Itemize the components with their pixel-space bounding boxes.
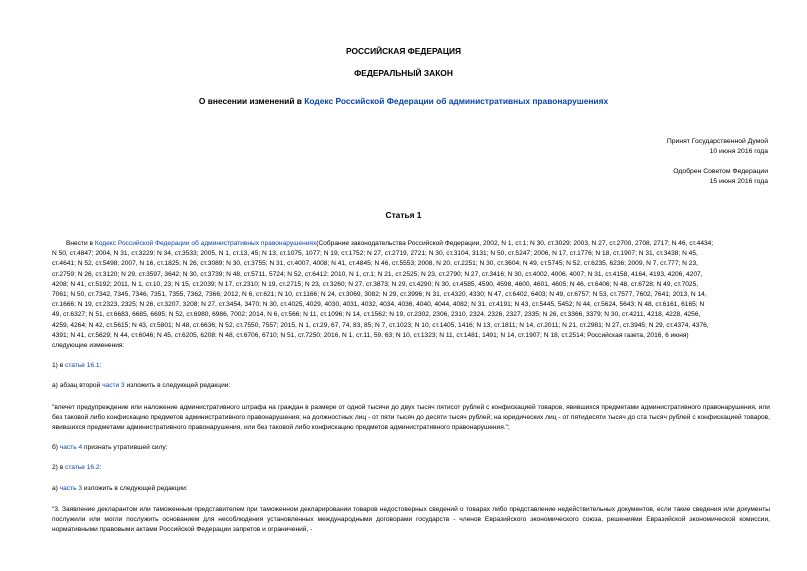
code-link-intro[interactable]: Кодекс Российской Федерации об административных правонарушениях [94, 240, 317, 247]
intro-line: N 50, ст.4847; 2004, N 31, ст.3229; N 34, ст.3533; 2005, N 1, ст.13, 45; N 13, ст.1075, 1077; N 19, ст.1752; N 27, ст.2719, 2721; N 30, ст.3104, 3131; N 50, ст.5247; 2006, N 17, ст.1776; N 18, ст.1907; N 31, ст.3438; N 45, [52, 250, 698, 258]
intro-line: следующие изменения: [52, 342, 125, 350]
adoption-council-date: 15 июня 2016 года [709, 178, 768, 185]
adoption-federation-council [673, 167, 768, 187]
item-1-prefix: 1) в [52, 362, 66, 369]
intro-paragraph [52, 239, 766, 351]
item-2-suffix: : [99, 464, 102, 471]
item-1 [52, 361, 101, 371]
law-title [0, 96, 807, 106]
quote-1: "влечет предупреждение или наложение административного штрафа на граждан в размере от одной тысячи до двух тысяч пятисот рублей с конфискацией товаров, явившихся предметами административного правонарушения, или без таковой либо конфискацию предметов административного правонарушения; на должностных лиц - от пяти тысяч до десяти тысяч рублей; на юридических лиц - от пятидесяти тысяч до ста тысяч рублей с конфискацией товаров, явившихся предметами административного правонарушения, или без таковой либо конфискацию предметов административного правонарушения."; [52, 404, 770, 432]
law-type-heading: ФЕДЕРАЛЬНЫЙ ЗАКОН [354, 68, 453, 78]
item-2a-prefix: а) [52, 485, 60, 492]
intro-line: 49, ст.6327; N 51, ст.6683, 6685, 6695; N 52, ст.6980, 6986, 7002; 2014, N 6, ст.566; N 11, ст.1096; N 14, ст.1562; N 19, ст.2302, 2306, 2310, 2324, 2326, 2327, 2335; N 26, ст.3366, 3379; N 30, ст.4211, 4218, 4228, 4256, [52, 311, 701, 319]
code-link-title[interactable]: Кодекс Российской Федерации об административных правонарушениях [304, 96, 609, 106]
item-1b [52, 443, 168, 453]
part-3-link-2[interactable]: часть 3 [59, 485, 83, 492]
quote-2: "3. Заявление декларантом или таможенным представителем при таможенном декларировании товаров недостоверных сведений о товарах либо представление недействительных документов, если такие сведения или документы послужили или могли послужить основанием для несоблюдения установленных международными договорами государств - членов Евразийского экономического союза, решениями Евразийской экономической комиссии, нормативными правовыми актами Российской Федерации запретов и ограничений, - [52, 506, 770, 534]
item-2 [52, 463, 101, 473]
article-title: Статья 1 [385, 210, 422, 220]
item-1-suffix: : [99, 362, 102, 369]
item-1b-prefix: б) [52, 444, 60, 451]
item-1a-prefix: а) абзац второй [52, 382, 103, 389]
item-2-prefix: 2) в [52, 464, 66, 471]
adoption-council-label: Одобрен Советом Федерации [673, 168, 768, 175]
part-4-link[interactable]: часть 4 [59, 444, 83, 451]
intro-first-line [52, 239, 766, 249]
part-3-link[interactable]: части 3 [102, 382, 125, 389]
intro-line: 4391; N 41, ст.5629; N 44, ст.6046; N 45, ст.6205, 6208; N 48, ст.6706, 6710; N 51, ст.7250; 2016, N 1, ст.11, 59, 63; N 10, ст.1323; N 11, ст.1481, 1491; N 14, ст.1907; N 18, ст.2514; Российская газета, 2016, 6 июня) [52, 331, 689, 339]
article-16-2-link[interactable]: статье 16.2 [65, 464, 100, 471]
item-1a [52, 381, 230, 391]
intro-line: ст.4641; N 52, ст.5498; 2007, N 16, ст.1825; N 26, ст.3089; N 30, ст.3755; N 31, ст.4007, 4008; N 41, ст.4845; N 46, ст.5553; 2008, N 20, ст.2251; N 30, ст.3604; N 49, ст.5745; N 52, ст.6235, 6236; 2009, N 7, ст.777; N 23, [52, 260, 698, 268]
intro-line: ст.1666; N 19, ст.2323, 2325; N 26, ст.3207, 3208; N 27, ст.3454, 3470; N 30, ст.4025, 4029, 4030, 4031, 4032, 4034, 4036, 4040, 4044, 4082; N 31, ст.4191; N 43, ст.5445, 5452; N 44, ст.5624, 5643; N 48, ст.6161, 6165; N [52, 301, 705, 309]
adoption-duma-date: 10 июня 2016 года [709, 148, 768, 155]
intro-line: (Собрание законодательства Российской Федерации, 2002, N 1, ст.1; N 30, ст.3029; 2003, N 27, ст.2700, 2708, 2717; N 46, ст.4434; [316, 240, 714, 247]
intro-line: 4208; N 41, ст.5192; 2011, N 1, ст.10, 23; N 15, ст.2039; N 17, ст.2310; N 19, ст.2715; N 23, ст.3260; N 27, ст.3873; N 29, ст.4290; N 30, ст.4585, 4590, 4598, 4600, 4601, 4605; N 46, ст.6406; N 48, ст.6728; N 49, ст.7025, [52, 280, 699, 288]
adoption-duma-label: Принят Государственной Думой [666, 138, 768, 145]
law-title-prefix: О внесении изменений в [198, 96, 305, 106]
item-2a-suffix: изложить в следующей редакции: [82, 485, 188, 492]
article-16-1-link[interactable]: статье 16.1 [65, 362, 100, 369]
intro-line: ст.2759; N 26, ст.3120; N 29, ст.3597, 3642; N 30, ст.3739; N 48, ст.5711, 5724; N 52, ст.6412; 2010, N 1, ст.1; N 21, ст.2525; N 23, ст.2790; N 27, ст.3416; N 30, ст.4002, 4006, 4007; N 31, ст.4158, 4164, 4193, 4206, 4207, [52, 270, 703, 278]
item-1a-suffix: изложить в следующей редакции: [124, 382, 231, 389]
intro-line: 4259, 4264; N 42, ст.5615; N 43, ст.5801; N 48, ст.6636; N 52, ст.7550, 7557; 2015, N 1, ст.29, 67, 74, 83, 85; N 7, ст.1023; N 10, ст.1405, 1416; N 13, ст.1811; N 14, ст.2011; N 21, ст.2981; N 27, ст.3945; N 29, ст.4374, 4376, [52, 321, 709, 329]
intro-prefix: Внести в [66, 240, 95, 247]
item-1b-suffix: признать утратившей силу; [82, 444, 168, 451]
adoption-duma [667, 137, 768, 157]
country-heading: РОССИЙСКАЯ ФЕДЕРАЦИЯ [345, 46, 462, 56]
intro-line: 7061; N 50, ст.7342, 7345, 7346, 7351, 7355, 7362, 7366; 2012, N 6, ст.621; N 10, ст.1166; N 24, ст.3069, 3082; N 29, ст.3996; N 31, ст.4320, 4330; N 47, ст.6402, 6403; N 49, ст.6757; N 53, ст.7577, 7602, 7641; 2013, N 14, [52, 291, 707, 299]
item-2a [52, 484, 188, 494]
